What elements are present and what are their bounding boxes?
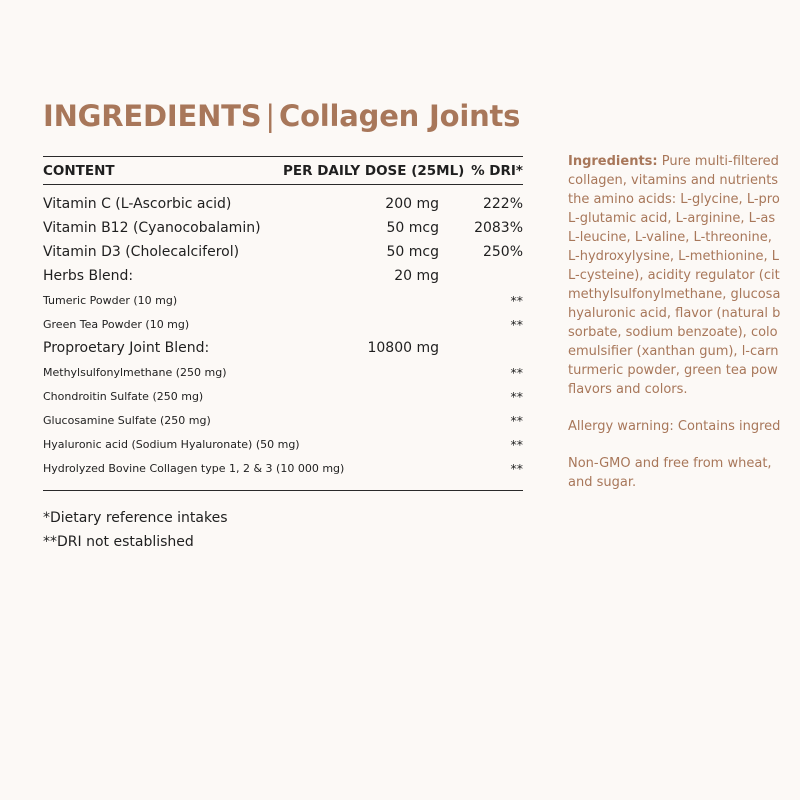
row-dri: 2083% xyxy=(474,220,523,236)
row-dose xyxy=(283,408,439,432)
footnotes xyxy=(43,506,228,554)
ingredients-line: the amino acids: L-glycine, L-pro xyxy=(568,192,780,207)
row-dose xyxy=(283,360,439,384)
table-row xyxy=(43,216,523,240)
table-row xyxy=(43,408,523,432)
non-gmo-line: Non-GMO and free from wheat, xyxy=(568,456,772,471)
table-row xyxy=(43,360,523,384)
ingredients-line: Pure multi-filtered xyxy=(657,154,779,169)
ingredients-line: L-cysteine), acidity regulator (cit xyxy=(568,268,780,283)
non-gmo-statement xyxy=(568,454,800,492)
row-dose: 50 mcg xyxy=(386,220,439,236)
row-name: Vitamin B12 (Cyanocobalamin) xyxy=(43,220,261,236)
allergy-warning xyxy=(568,417,800,436)
table-row xyxy=(43,312,523,336)
row-name: Vitamin D3 (Cholecalciferol) xyxy=(43,244,240,260)
header-dri: % DRI* xyxy=(439,157,523,185)
table-row xyxy=(43,336,523,360)
ingredients-line: emulsifier (xanthan gum), l-carn xyxy=(568,344,779,359)
table-row xyxy=(43,264,523,288)
row-name: Herbs Blend: xyxy=(43,268,134,284)
row-dri: 222% xyxy=(482,196,523,212)
footnote-not-established: **DRI not established xyxy=(43,534,194,550)
ingredients-line: L-hydroxylysine, L-methionine, L xyxy=(568,249,779,264)
table-row xyxy=(43,288,523,312)
ingredients-line: sorbate, sodium benzoate), colo xyxy=(568,325,778,340)
row-name: Proproetary Joint Blend: xyxy=(43,340,210,356)
row-dri xyxy=(439,336,523,360)
ingredients-line: L-leucine, L-valine, L-threonine, xyxy=(568,230,772,245)
header-dose: PER DAILY DOSE (25ML) xyxy=(283,157,439,185)
row-name: Chondroitin Sulfate (250 mg) xyxy=(43,389,204,403)
table-row xyxy=(43,432,523,456)
row-dose: 50 mcg xyxy=(386,244,439,260)
table-row xyxy=(43,384,523,408)
row-dose xyxy=(283,288,439,312)
row-dose xyxy=(283,384,439,408)
row-name: Methylsulfonylmethane (250 mg) xyxy=(43,365,227,379)
row-dri: ** xyxy=(510,436,523,452)
header-content: CONTENT xyxy=(43,157,283,185)
footnote-dri: *Dietary reference intakes xyxy=(43,510,228,526)
ingredients-line: methylsulfonylmethane, glucosa xyxy=(568,287,781,302)
row-name: Glucosamine Sulfate (250 mg) xyxy=(43,413,211,427)
non-gmo-line: and sugar. xyxy=(568,475,637,490)
ingredients-line: L-glutamic acid, L-arginine, L-as xyxy=(568,211,776,226)
row-dri: ** xyxy=(510,388,523,404)
ingredients-line: turmeric powder, green tea pow xyxy=(568,363,778,378)
allergy-line: Allergy warning: Contains ingred xyxy=(568,419,781,434)
row-dri: ** xyxy=(510,412,523,428)
ingredients-line: collagen, vitamins and nutrients xyxy=(568,173,779,188)
row-dose: 20 mg xyxy=(394,268,439,284)
row-dri: ** xyxy=(510,460,523,476)
row-name: Hyaluronic acid (Sodium Hyaluronate) (50 mg) xyxy=(43,437,300,451)
nutrition-table xyxy=(43,156,523,491)
title-product: Collagen Joints xyxy=(279,99,521,133)
title-separator: | xyxy=(265,99,275,133)
page-title xyxy=(43,96,520,136)
row-dose xyxy=(283,312,439,336)
ingredients-paragraph xyxy=(568,152,800,399)
row-name: Hydrolyzed Bovine Collagen type 1, 2 & 3 (10 000 mg) xyxy=(43,461,345,475)
title-main: INGREDIENTS xyxy=(43,99,262,133)
row-dri: ** xyxy=(510,292,523,308)
row-name: Green Tea Powder (10 mg) xyxy=(43,317,190,331)
ingredients-description xyxy=(568,152,800,510)
row-name: Tumeric Powder (10 mg) xyxy=(43,293,178,307)
table-row xyxy=(43,185,523,217)
row-dose: 10800 mg xyxy=(367,340,439,356)
row-dri: ** xyxy=(510,316,523,332)
ingredients-line: hyaluronic acid, flavor (natural b xyxy=(568,306,781,321)
ingredients-label: Ingredients: xyxy=(568,154,658,169)
row-dri: ** xyxy=(510,364,523,380)
row-dri: 250% xyxy=(482,244,523,260)
table-row xyxy=(43,456,523,490)
ingredients-line: flavors and colors. xyxy=(568,382,688,397)
row-name: Vitamin C (L-Ascorbic acid) xyxy=(43,196,232,212)
row-dose: 200 mg xyxy=(385,196,439,212)
table-row xyxy=(43,240,523,264)
row-dose xyxy=(283,432,439,456)
row-dri xyxy=(439,264,523,288)
table-header-row xyxy=(43,157,523,185)
